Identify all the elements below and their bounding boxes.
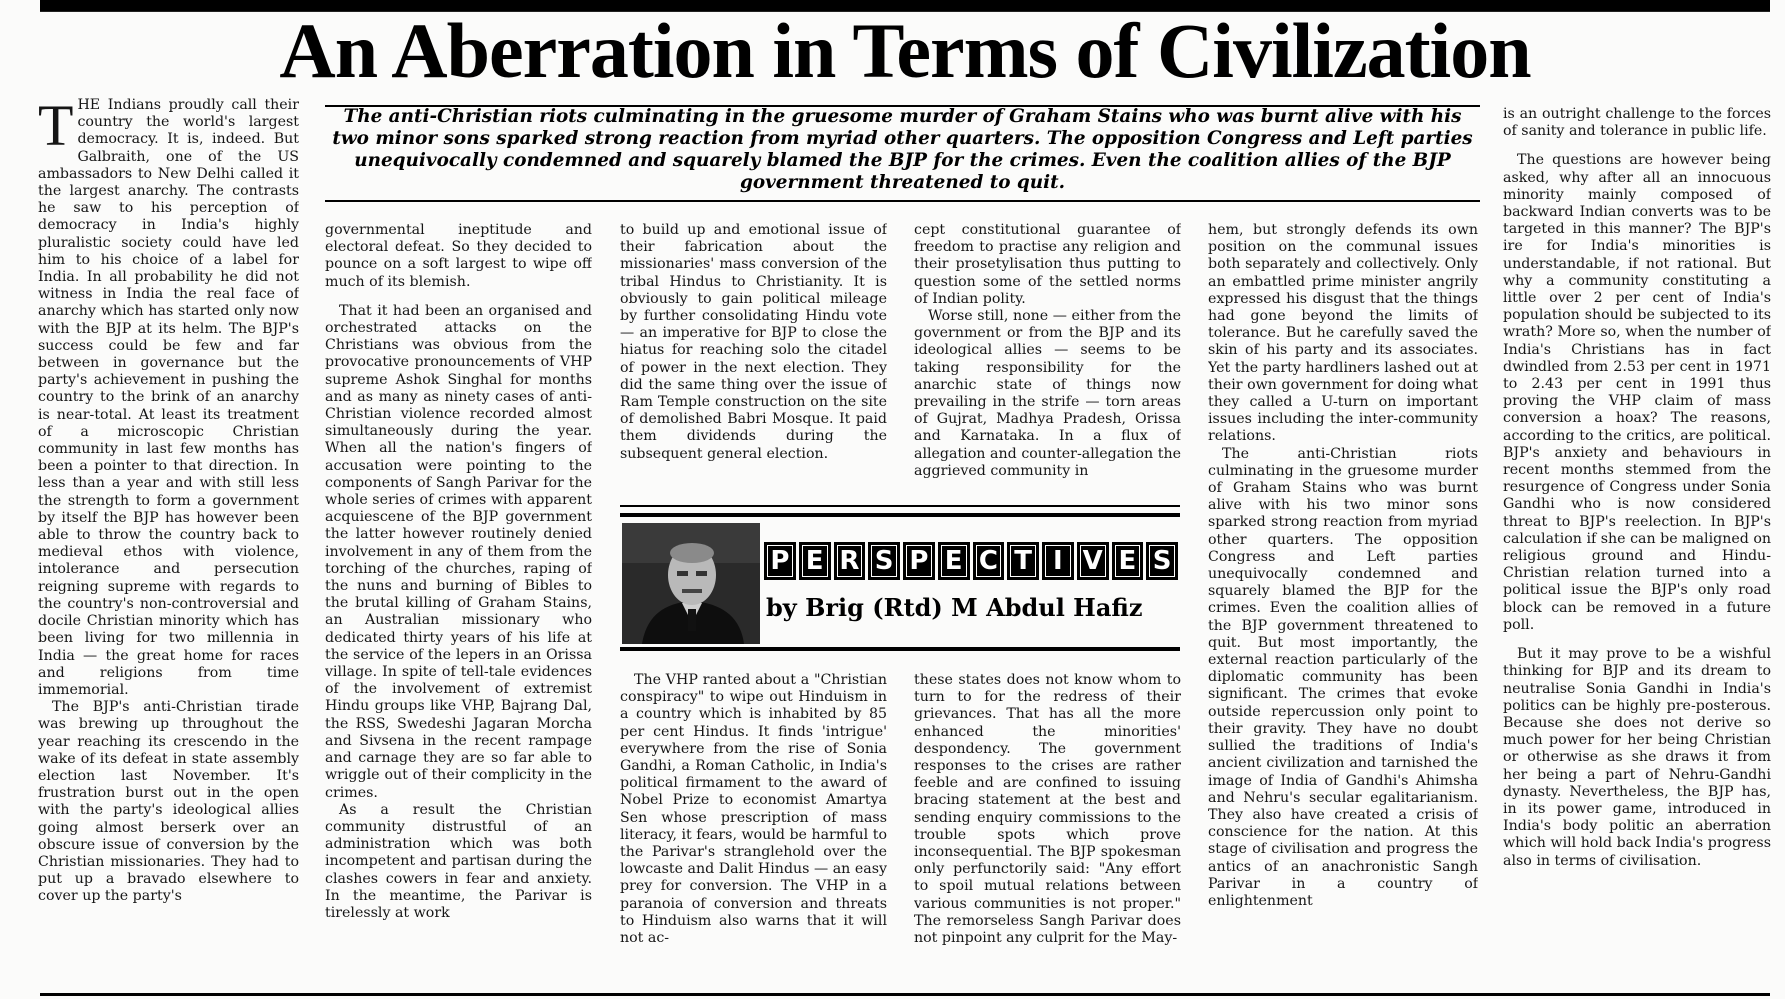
article-column-1 — [38, 97, 299, 985]
logo-letter: S — [1146, 542, 1178, 580]
author-byline: by Brig (Rtd) M Abdul Hafiz — [766, 593, 1143, 622]
logo-letter: E — [799, 542, 831, 580]
logo-letter: P — [764, 542, 796, 580]
article-column-4-top — [914, 222, 1181, 494]
logo-letter: P — [903, 542, 935, 580]
author-photo — [622, 523, 760, 644]
article-column-3-top — [620, 222, 887, 494]
article-column-6 — [1503, 106, 1771, 985]
article-paragraph: is an outright challenge to the forces of sanity and tolerance in public life. — [1503, 106, 1771, 140]
logo-letter: V — [1077, 542, 1109, 580]
headline: An Aberration in Terms of Civilization — [279, 7, 1531, 94]
drop-cap: T — [38, 97, 74, 158]
article-paragraph: these states does not know whom to turn to for the redress of their grievances. That has all the more enhanced the minorities' despondency. The government responses to the crises are rather feeble and are confined to issuing bracing statement at the best and sending enquiry commissions to the trouble spots which prove inconsequential. The BJP spokesman only perfunctorily said: "Any effort to spoil mutual relations between various communities is not proper." The remorseless Sangh Parivar does not pinpoint any culprit for the May- — [914, 672, 1181, 947]
article-column-5 — [1208, 222, 1478, 985]
paragraph-text: HE Indians proudly call their country the world's largest democracy. It is, indeed. But Galbraith, one of the US ambassadors to New Delhi called it the largest anarchy. The contrasts he saw to his perception of democracy in India's highly pluralistic society could have led him to his choice of a label for India. In all probability he did not witness in India the real face of anarchy which has started only now with the BJP at its helm. The BJP's success could be few and far between in governance but the party's achievement in pushing the country to the brink of an anarchy is near-total. At least its treatment of a microscopic Christian community in last few months has been a pointer to that direction. In less than a year and with still less the strength to form a government by itself the BJP has however been able to throw the country back to medieval ethos with violence, intolerance and persecution reigning supreme with regards to the country's non-controversial and docile Christian minority which has been living for two millennia in India — the great home for races and religions from time immemorial. — [38, 97, 299, 698]
article-paragraph: The BJP's anti-Christian tirade was brewing up throughout the year reaching its crescendo in the wake of its defeat in state assembly election last November. It's frustration burst out in the open with the party's ideological allies going almost berserk over an obscure issue of conversion by the Christian missionaries. They had to put up a bravado elsewhere to cover up the party's — [38, 699, 299, 905]
article-column-4-bottom — [914, 672, 1181, 985]
article-paragraph: cept constitutional guarantee of freedom to practise any religion and their prosetylisation thus putting to question some of the settled norms of Indian polity. — [914, 222, 1181, 307]
article-column-2 — [325, 222, 592, 985]
article-paragraph — [38, 97, 299, 699]
bottom-border — [40, 993, 1770, 996]
perspectives-box — [620, 505, 1180, 655]
logo-letter: S — [868, 542, 900, 580]
article-paragraph: As a result the Christian community distrustful of an administration which was both incompetent and partisan during the clashes cowers in fear and anxiety. In the meantime, the Parivar is tirelessly at work — [325, 801, 592, 921]
article-paragraph: The anti-Christian riots culminating in the gruesome murder of Graham Stains who was burnt alive with his two minor sons sparked strong reaction from myriad other quarters. The opposition Congress and Left parties unequivocally condemned and squarely blamed the BJP for the crimes. Even the coalition allies of the BJP government threatened to quit. But most importantly, the external reaction particularly of the diplomatic community has been significant. The crimes that evoke outside repercussion only point to their gravity. They have no doubt sullied the traditions of India's ancient civilization and tarnished the image of India of Gandhi's Ahimsha and Nehru's secular egalitarianism. They also have created a crisis of conscience for the nation. At this stage of civilisation and progress the antics of an anachronistic Sangh Parivar in a country of enlightenment — [1208, 445, 1478, 909]
deck-summary: The anti-Christian riots culminating in the gruesome murder of Graham Stains who was burnt alive with his two minor sons sparked strong reaction from myriad other quarters. The opposition Congress and Left parties unequivocally condemned and squarely blamed the BJP for the crimes. Even the coalition allies of the BJP government threatened to quit. — [332, 106, 1473, 193]
author-portrait-image — [622, 523, 760, 644]
article-paragraph: But it may prove to be a wishful thinking for BJP and its dream to neutralise Sonia Gandhi in India's politics can be highly pre-posterous. Because she does not derive so much power for her being Christian or otherwise as she draws it from her being a part of Nehru-Gandhi dynasty. Nevertheless, the BJP has, in its power game, introduced in India's body politic an aberration which will hold back India's progress also in terms of civilisation. — [1503, 646, 1771, 869]
logo-letter: I — [1042, 542, 1074, 580]
logo-letter: T — [1007, 542, 1039, 580]
box-rule — [620, 505, 1180, 507]
article-paragraph: The questions are however being asked, why after all an innocuous minority mainly composed of backward Indian converts was to be targeted in this manner? The BJP's ire for India's minorities is understandable, if not rational. But why a community constituting a little over 2 per cent of India's population should be subjected to its wrath? More so, when the number of India's Christians has in fact dwindled from 2.53 per cent in 1971 to 2.43 per cent in 1991 thus proving the VHP claim of mass conversion a hoax? The reasons, according to the critics, are political. BJP's anxiety and behaviours in recent months stemmed from the resurgence of Congress under Sonia Gandhi who is now considered threat to BJP's reelection. In BJP's calculation if she can be maligned on religious ground and Hindu-Christian relation turned into a political issue the BJP's only road block can be removed in a future poll. — [1503, 152, 1771, 633]
article-paragraph: The VHP ranted about a "Christian conspiracy" to wipe out Hinduism in a country which is inhabited by 85 per cent Hindus. It finds 'intrigue' everywhere from the rise of Sonia Gandhi, a Roman Catholic, in India's political firmament to the award of Nobel Prize to economist Amartya Sen whose prescription of mass literacy, it fears, would be harmful to the Parivar's stranglehold over the lowcaste and Dalit Hindus — an easy prey for conversion. The VHP in a paranoia of conversion and threats to Hinduism also warns that it will not ac- — [620, 672, 887, 947]
deck-bottom-rule — [325, 200, 1480, 202]
article-paragraph: That it had been an organised and orchestrated attacks on the Christians was obvious from the provocative pronouncements of VHP supreme Ashok Singhal for months and as many as ninety cases of anti-Christian violence recorded almost simultaneously during the year. When all the nation's fingers of accusation were pointing to the components of Sangh Parivar for the whole series of crimes with apparent acquiescene of the BJP government the latter however routinely denied involvement in any of them from the torching of the churches, raping of the nuns and burning of Bibles to the brutal killing of Graham Stains, an Australian missionary who dedicated thirty years of his life at the service of the lepers in an Orissa village. In spite of tell-tale evidences of the involvement of extremist Hindu groups like VHP, Bajrang Dal, the RSS, Swedeshi Jagaran Morcha and Sivsena in the recent rampage and carnage they are so far able to wriggle out of their complicity in the crimes. — [325, 302, 592, 801]
perspectives-logo — [764, 542, 1178, 580]
logo-letter: C — [973, 542, 1005, 580]
article-paragraph: to build up and emotional issue of their fabrication about the missionaries' mass conversion of the tribal Hindus to Christianity. It is obviously to gain political mileage by further consolidating Hindu vote — an imperative for BJP to close the hiatus for reaching solo the citadel of power in the next election. They did the same thing over the issue of Ram Temple construction on the site of demolished Babri Mosque. It paid them dividends during the subsequent general election. — [620, 222, 887, 462]
article-paragraph: Worse still, none — either from the government or from the BJP and its ideological allies — seems to be taking responsibility for the anarchic state of things now prevailing in the strife — torn areas of Gujrat, Madhya Pradesh, Orissa and Karnataka. In a flux of allegation and counter-allegation the aggrieved community in — [914, 308, 1181, 479]
box-rule — [620, 513, 1180, 517]
logo-letter: E — [938, 542, 970, 580]
article-paragraph: hem, but strongly defends its own position on the communal issues both separately and collectively. Only an embattled prime minister angrily expressed his disgust that the things had gone beyond the limits of tolerance. But he carefully saved the skin of his party and its associates. Yet the party hardliners lashed out at their own government for doing what they called a U-turn on important issues including the inter-community relations. — [1208, 222, 1478, 445]
logo-letter: E — [1112, 542, 1144, 580]
article-column-3-bottom — [620, 672, 887, 985]
article-paragraph: governmental ineptitude and electoral defeat. So they decided to pounce on a soft largest to wipe off much of its blemish. — [325, 222, 592, 290]
box-rule — [620, 647, 1180, 651]
logo-letter: R — [834, 542, 866, 580]
